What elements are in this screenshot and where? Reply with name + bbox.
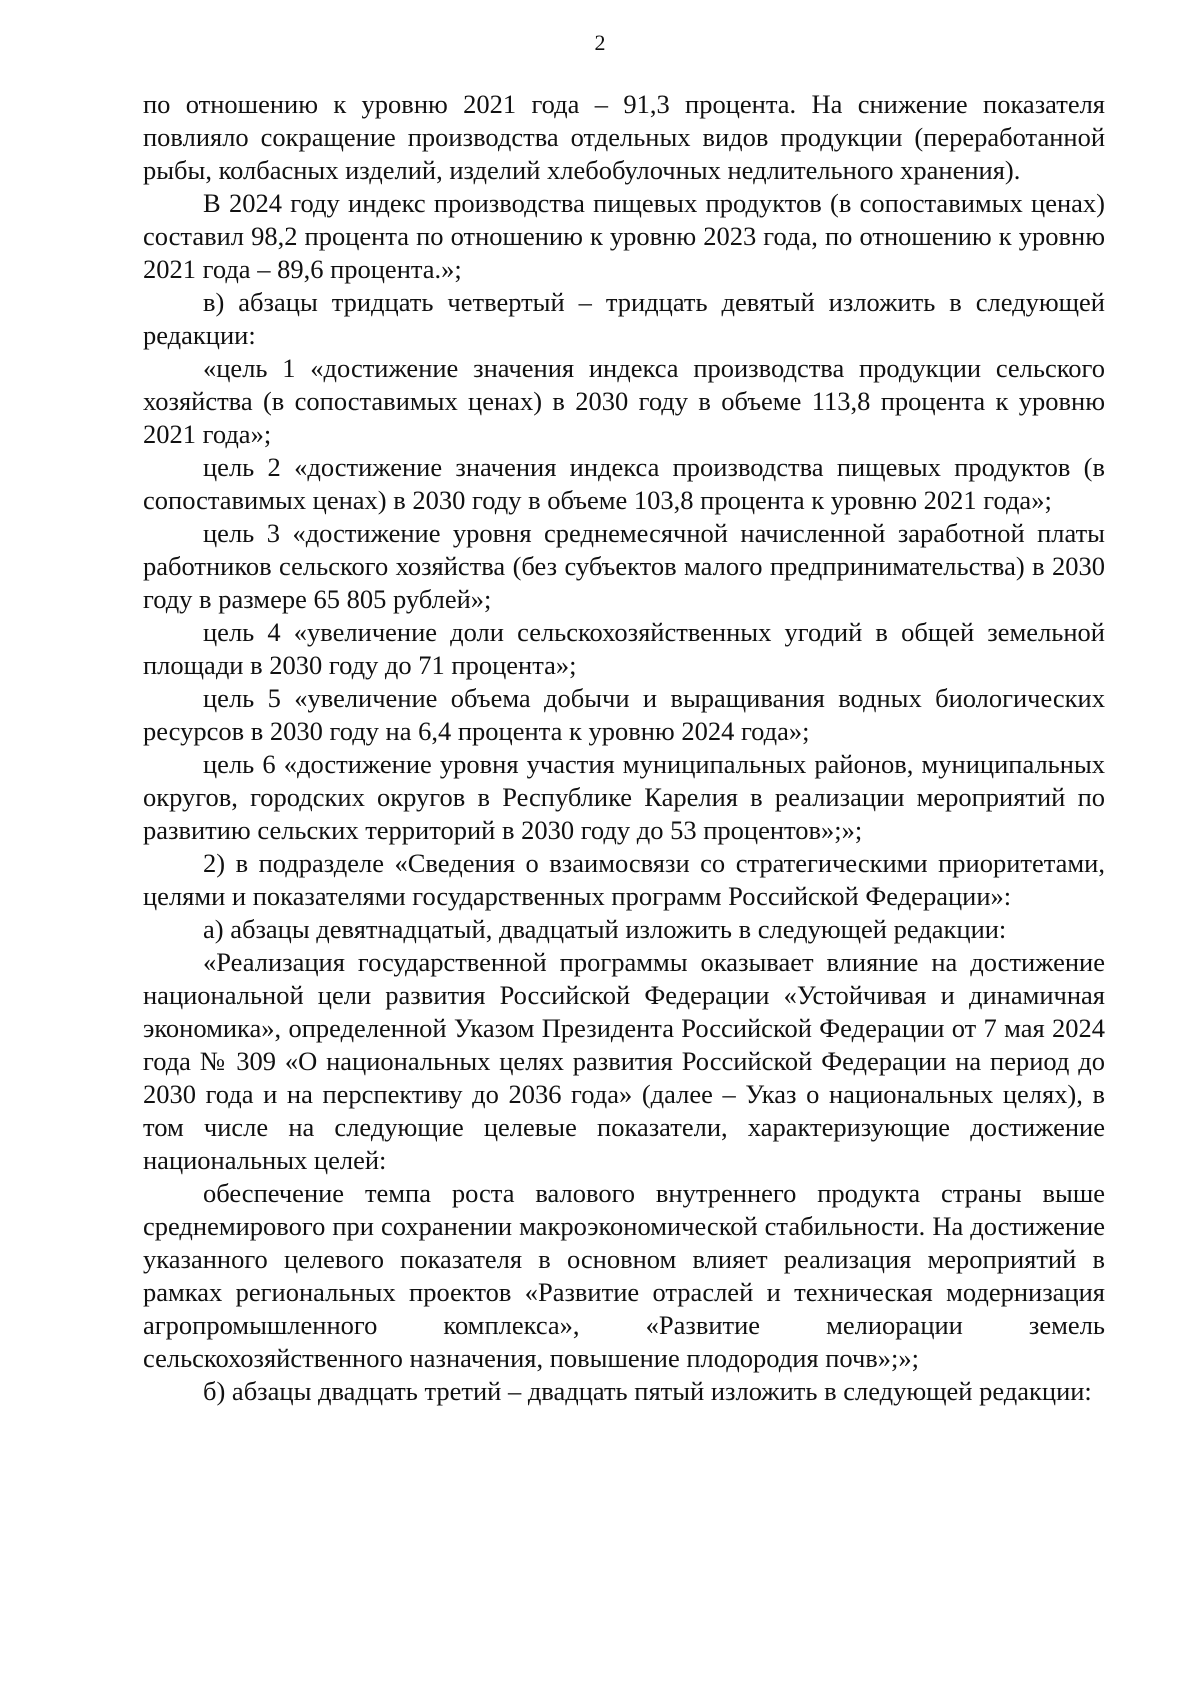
document-body (143, 88, 1105, 1408)
page-number: 2 (594, 30, 606, 55)
paragraph-goal-5: цель 5 «увеличение объема добычи и выращивания водных биологических ресурсов в 2030 году на 6,4 процента к уровню 2024 года»; (143, 683, 1105, 746)
paragraph-amendment-a: а) абзацы девятнадцатый, двадцатый изложить в следующей редакции: (203, 914, 1007, 944)
paragraph-goal-6: цель 6 «достижение уровня участия муниципальных районов, муниципальных округов, городских округов в Республике Карелия в реализации мероприятий по развитию сельских территорий в 2030 году до 53 процентов»;»; (143, 749, 1105, 845)
paragraph-goal-4: цель 4 «увеличение доли сельскохозяйственных угодий в общей земельной площади в 2030 году до 71 процента»; (143, 617, 1105, 680)
paragraph-gdp-growth: обеспечение темпа роста валового внутреннего продукта страны выше среднемирового при сохранении макроэкономической стабильности. На достижение указанного целевого показателя в основном влияет реализация мероприятий в рамках региональных проектов «Развитие отраслей и техническая модернизация агропромышленного комплекса», «Развитие мелиорации земель сельскохозяйственного назначения, повышение плодородия почв»;»; (143, 1178, 1105, 1373)
paragraph-continuation: по отношению к уровню 2021 года – 91,3 процента. На снижение показателя повлияло сокращение производства отдельных видов продукции (переработанной рыбы, колбасных изделий, изделий хлебобулочных недлительного хранения). (143, 89, 1105, 185)
paragraph-goal-2: цель 2 «достижение значения индекса производства пищевых продуктов (в сопоставимых ценах) в 2030 году в объеме 103,8 процента к уровню 2021 года»; (143, 452, 1105, 515)
paragraph-amendment-b: б) абзацы двадцать третий – двадцать пятый изложить в следующей редакции: (203, 1376, 1092, 1406)
paragraph-goal-1: «цель 1 «достижение значения индекса производства продукции сельского хозяйства (в сопоставимых ценах) в 2030 году в объеме 113,8 процента к уровню 2021 года»; (143, 353, 1105, 449)
paragraph-food-index-2024: В 2024 году индекс производства пищевых продуктов (в сопоставимых ценах) составил 98,2 процента по отношению к уровню 2023 года, по отношению к уровню 2021 года – 89,6 процента.»; (143, 188, 1105, 284)
paragraph-goal-3: цель 3 «достижение уровня среднемесячной начисленной заработной платы работников сельского хозяйства (без субъектов малого предпринимательства) в 2030 году в размере 65 805 рублей»; (143, 518, 1105, 614)
paragraph-item-2: 2) в подразделе «Сведения о взаимосвязи со стратегическими приоритетами, целями и показателями государственных программ Российской Федерации»: (143, 848, 1105, 911)
paragraph-national-goal: «Реализация государственной программы оказывает влияние на достижение национальной цели развития Российской Федерации «Устойчивая и динамичная экономика», определенной Указом Президента Российской Федерации от 7 мая 2024 года № 309 «О национальных целях развития Российской Федерации на период до 2030 года и на перспективу до 2036 года» (далее – Указ о национальных целях), в том числе на следующие целевые показатели, характеризующие достижение национальных целей: (143, 947, 1105, 1175)
paragraph-amendment-v: в) абзацы тридцать четвертый – тридцать девятый изложить в следующей редакции: (143, 287, 1105, 350)
